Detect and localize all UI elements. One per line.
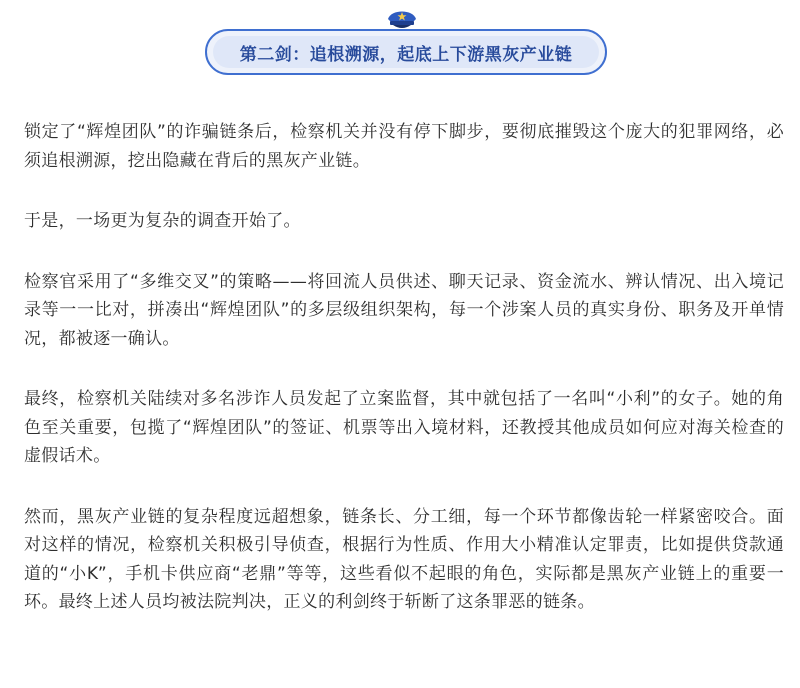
section-title-inner bbox=[213, 36, 599, 68]
paragraph-3: 检察官采用了“多维交叉”的策略——将回流人员供述、聊天记录、资金流水、辨认情况、出入境记录等一一比对，拼凑出“辉煌团队”的多层级组织架构，每一个涉案人员的真实身份、职务及开单情况，都被逐一确认。 bbox=[24, 271, 784, 349]
section-title: 第二剑：追根溯源，起底上下游黑灰产业链 bbox=[239, 44, 573, 65]
paragraph-1: 锁定了“辉煌团队”的诈骗链条后，检察机关并没有停下脚步，要彻底摧毁这个庞大的犯罪网络，必须追根溯源，挖出隐藏在背后的黑灰产业链。 bbox=[24, 122, 784, 171]
section-header bbox=[0, 0, 800, 90]
section-title-pill bbox=[205, 29, 607, 75]
paragraph-5: 然而，黑灰产业链的复杂程度远超想象，链条长、分工细，每一个环节都像齿轮一样紧密咬合。面对这样的情况，检察机关积极引导侦查，根据行为性质、作用大小精准认定罪责，比如提供贷款通道的“小K”，手机卡供应商“老鼎”等等，这些看似不起眼的角色，实际都是黑灰产业链上的重要一环。最终上述人员均被法院判决，正义的利剑终于斩断了这条罪恶的链条。 bbox=[24, 506, 784, 612]
article-body bbox=[24, 118, 784, 649]
paragraph-4: 最终，检察机关陆续对多名涉诈人员发起了立案监督，其中就包括了一名叫“小利”的女子。她的角色至关重要，包揽了“辉煌团队”的签证、机票等出入境材料，还教授其他成员如何应对海关检查的虚假话术。 bbox=[24, 389, 784, 466]
paragraph-2: 于是，一场更为复杂的调查开始了。 bbox=[24, 211, 301, 231]
